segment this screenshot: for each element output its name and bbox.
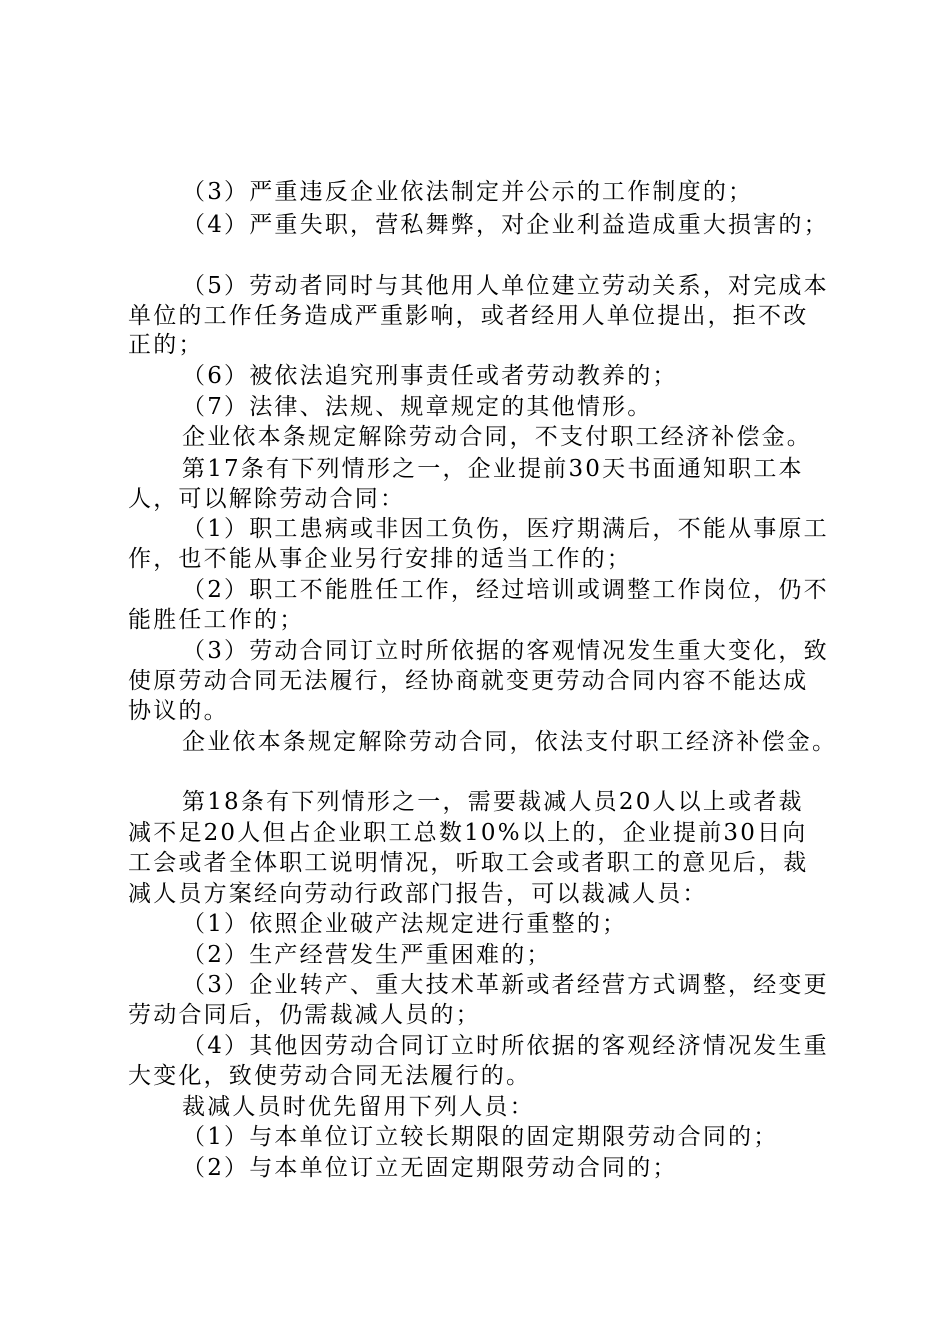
text-line: 单位的工作任务造成严重影响，或者经用人单位提出，拒不改 [128, 303, 809, 329]
text-line: 第17条有下列情形之一，企业提前30天书面通知职工本 [182, 456, 804, 482]
text-line: （4）严重失职，营私舞弊，对企业利益造成重大损害的； [182, 212, 829, 238]
text-line: （1）职工患病或非因工负伤，医疗期满后，不能从事原工 [182, 516, 829, 542]
text-line: 企业依本条规定解除劳动合同，不支付职工经济补偿金。 [182, 424, 812, 450]
text-line: （1）与本单位订立较长期限的固定期限劳动合同的； [182, 1124, 779, 1150]
text-line: 企业依本条规定解除劳动合同，依法支付职工经济补偿金。 [182, 729, 838, 755]
text-line: （1）依照企业破产法规定进行重整的； [182, 911, 628, 937]
text-line: （3）企业转产、重大技术革新或者经营方式调整，经变更 [182, 972, 829, 998]
text-line: （2）职工不能胜任工作，经过培训或调整工作岗位，仍不 [182, 577, 829, 603]
text-line: （3）严重违反企业依法制定并公示的工作制度的； [182, 179, 754, 205]
text-line: 裁减人员时优先留用下列人员： [182, 1094, 535, 1120]
text-line: 工会或者全体职工说明情况，听取工会或者职工的意见后，裁 [128, 850, 809, 876]
text-line: 正的； [128, 332, 204, 358]
text-line: （5）劳动者同时与其他用人单位建立劳动关系，对完成本 [182, 273, 829, 299]
text-line: （6）被依法追究刑事责任或者劳动教养的； [182, 363, 678, 389]
text-line: 减不足20人但占企业职工总数10%以上的，企业提前30日向 [128, 820, 808, 846]
text-line: （7）法律、法规、规章规定的其他情形。 [182, 394, 653, 420]
text-line: （2）生产经营发生严重困难的； [182, 942, 552, 968]
text-line: 作，也不能从事企业另行安排的适当工作的； [128, 546, 632, 572]
text-line: 第18条有下列情形之一，需要裁减人员20人以上或者裁 [182, 789, 804, 815]
text-line: 减人员方案经向劳动行政部门报告，可以裁减人员： [128, 881, 708, 907]
text-line: 使原劳动合同无法履行，经协商就变更劳动合同内容不能达成 [128, 668, 809, 694]
text-line: （4）其他因劳动合同订立时所依据的客观经济情况发生重 [182, 1033, 829, 1059]
text-line: 协议的。 [128, 698, 229, 724]
text-line: 人，可以解除劳动合同： [128, 486, 406, 512]
text-line: 大变化，致使劳动合同无法履行的。 [128, 1063, 532, 1089]
text-line: 能胜任工作的； [128, 607, 305, 633]
text-line: （2）与本单位订立无固定期限劳动合同的； [182, 1155, 678, 1181]
text-line: （3）劳动合同订立时所依据的客观情况发生重大变化，致 [182, 638, 829, 664]
text-line: 劳动合同后，仍需裁减人员的； [128, 1002, 481, 1028]
